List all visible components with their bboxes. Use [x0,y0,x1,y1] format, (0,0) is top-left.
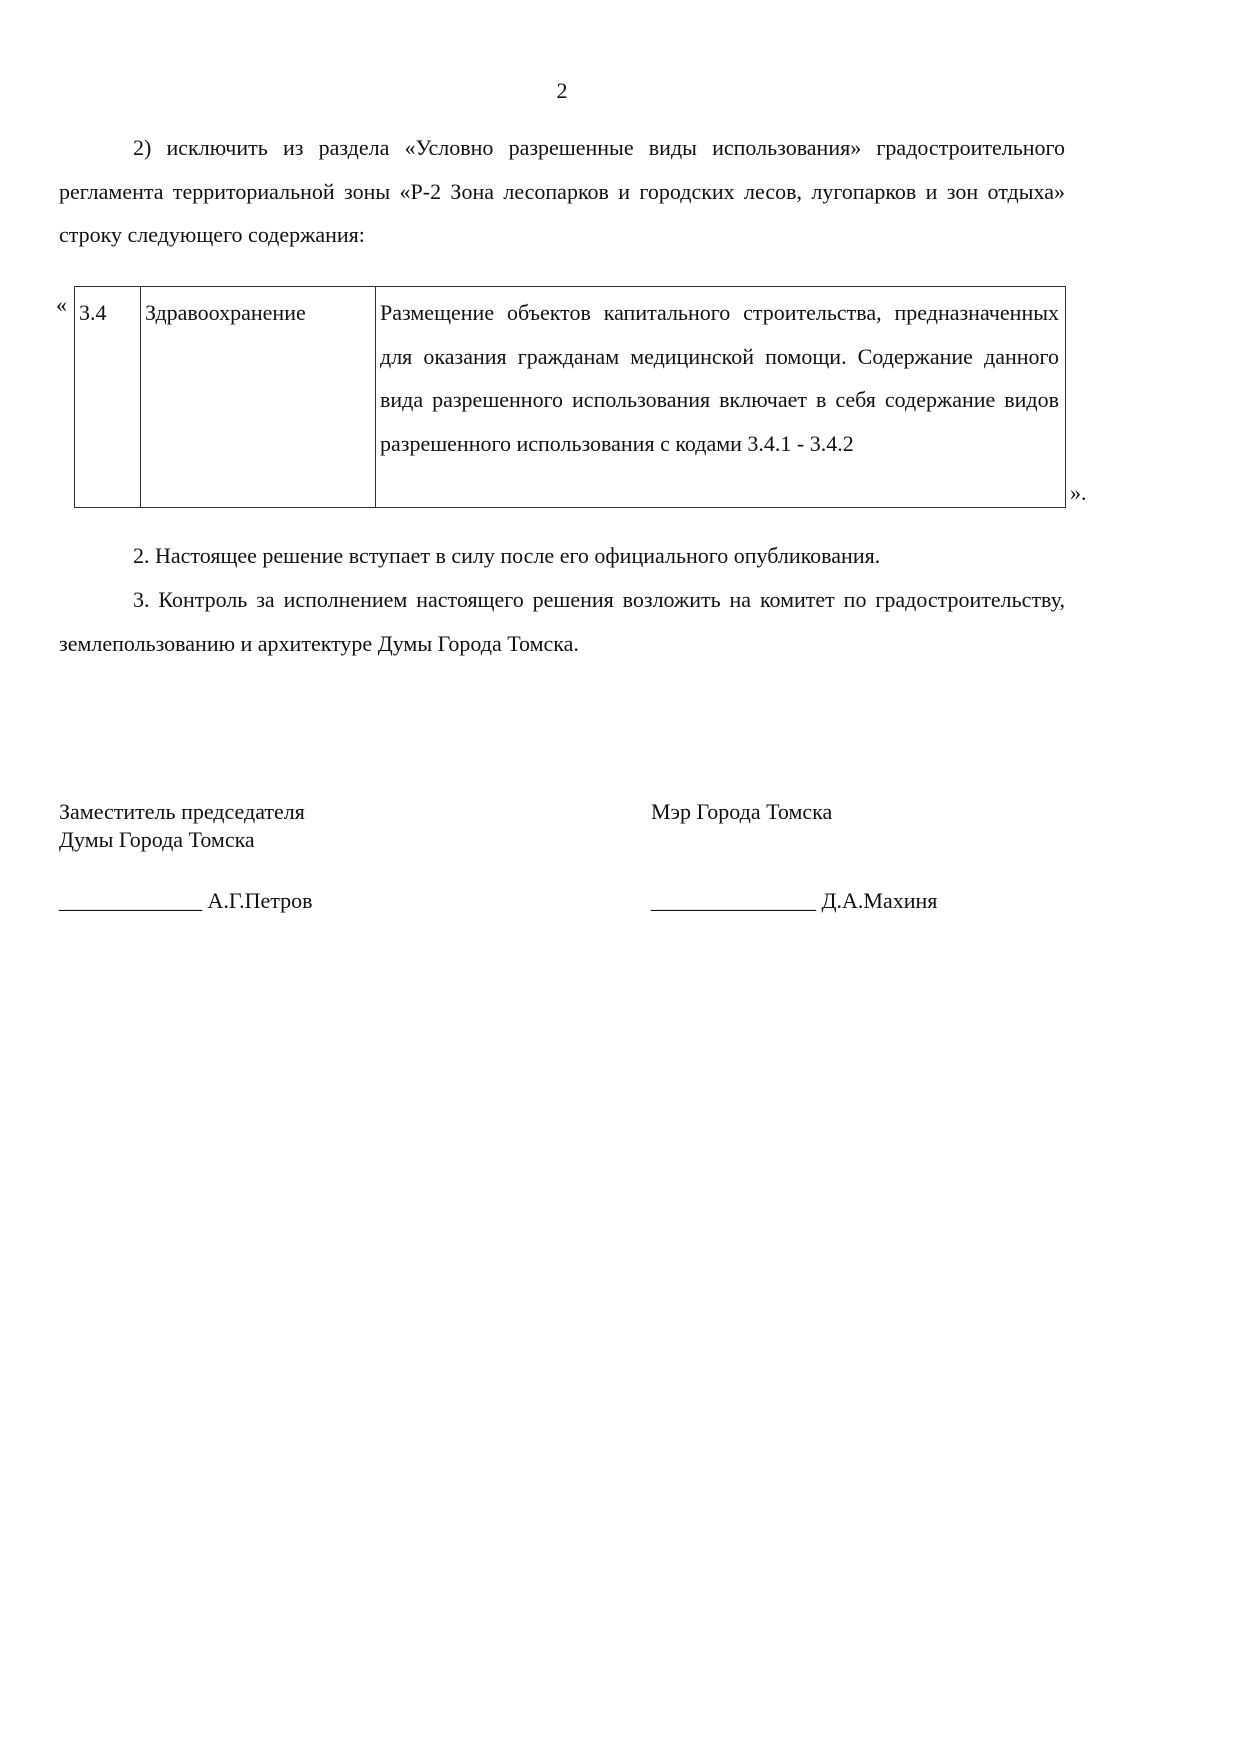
right-signatory-title [651,798,832,826]
left-title-line-2: Думы Города Томска [59,827,255,852]
regulation-table [74,286,1066,508]
code-cell: 3.4 [75,287,141,508]
table-row [75,287,1066,508]
right-signature-blank: _______________ [651,888,816,913]
paragraph-3-text: 3. Контроль за исполнением настоящего решения возложить на комитет по градостроительству, землепользованию и архитектуре Думы Города Томска. [59,587,1065,656]
paragraph-control [59,578,1065,665]
paragraph-2-text: 2. Настоящее решение вступает в силу после его официального опубликования. [133,543,881,568]
paragraph-effective-date [59,534,1065,578]
amendment-paragraph [59,126,1065,257]
amendment-text: 2) исключить из раздела «Условно разрешенные виды использования» градостроительного регламента территориальной зоны «Р-2 Зона лесопарков и городских лесов, лугопарков и зон отдыха» строку следующего содержания: [59,135,1065,247]
closing-quote: ». [1070,480,1087,505]
right-title-line-1: Мэр Города Томска [651,799,833,824]
opening-quote: « [56,292,67,317]
left-signatory-title [59,798,305,854]
right-signature-line [651,886,937,916]
page-number: 2 [556,78,568,103]
description-cell: Размещение объектов капитального строительства, предназначенных для оказания гражданам медицинской помощи. Содержание данного вида разрешенного использования включает в себя содержание видов разрешенного использования с кодами 3.4.1 - 3.4.2 [376,287,1066,508]
right-signatory-name: Д.А.Махиня [821,888,938,913]
left-signature-line [59,886,313,916]
left-signatory-name: А.Г.Петров [207,888,313,913]
left-signature-blank: _____________ [59,888,202,913]
name-cell: Здравоохранение [141,287,376,508]
left-title-line-1: Заместитель председателя [59,799,305,824]
